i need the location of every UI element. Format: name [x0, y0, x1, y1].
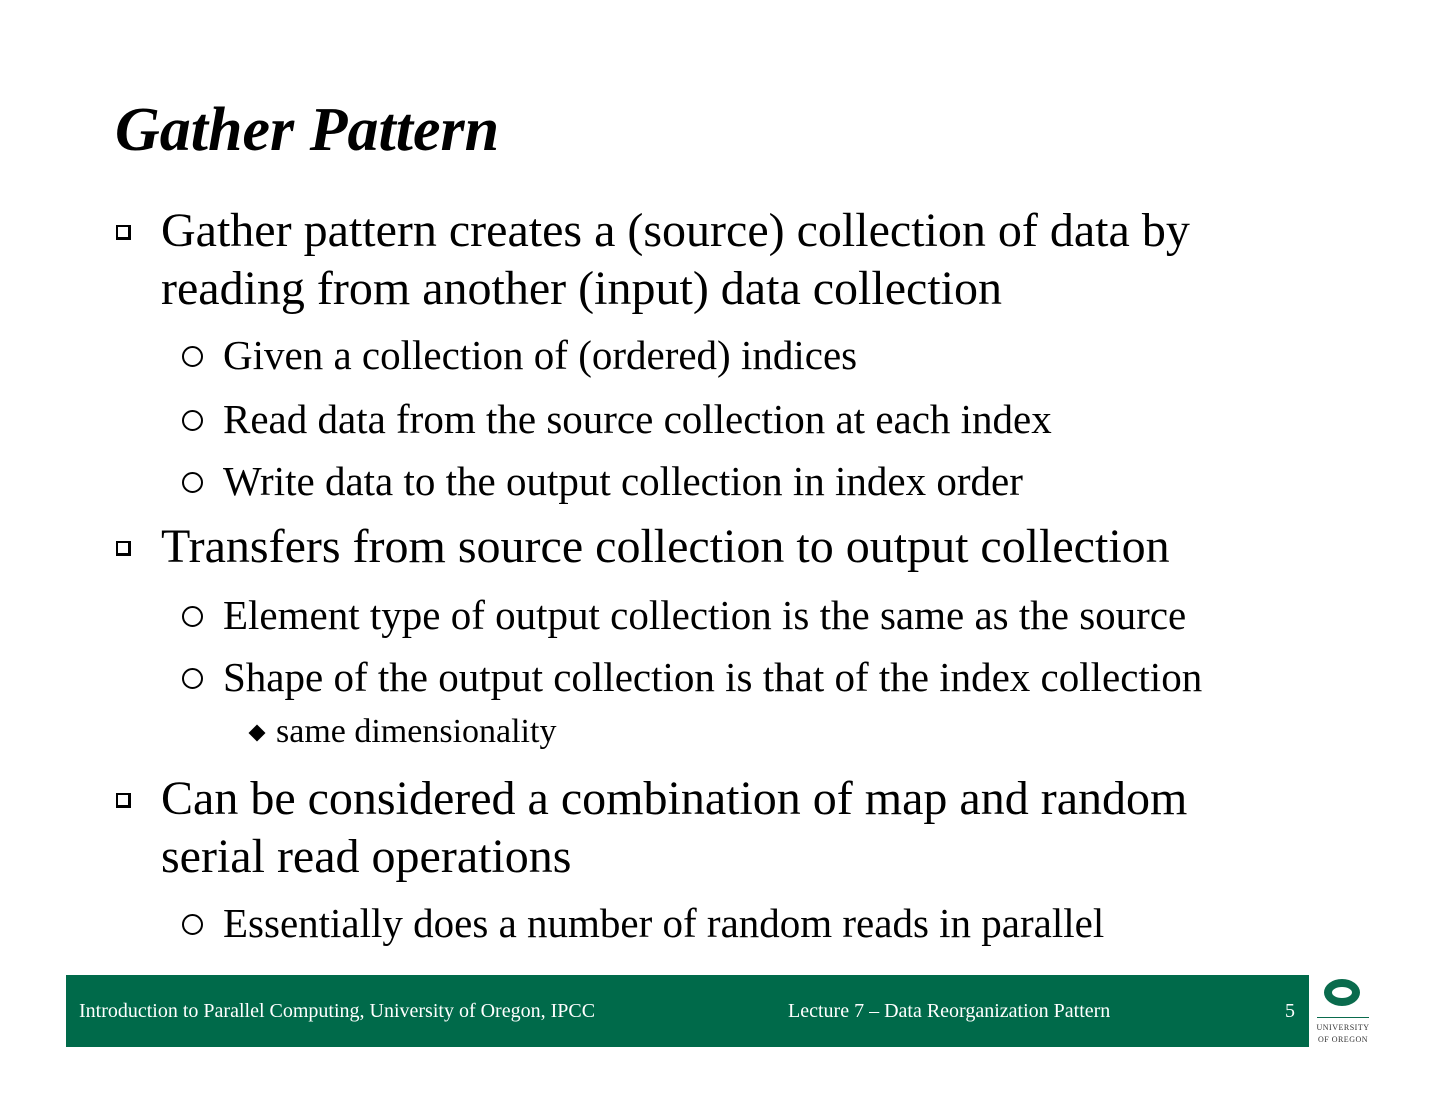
circle-bullet-icon	[182, 668, 203, 689]
bullet-line: Gather pattern creates a (source) collection of data by	[161, 204, 1190, 257]
bullet-item	[223, 456, 1023, 506]
bullet-line: Can be considered a combination of map and random	[161, 772, 1188, 825]
bullet-line: serial read operations	[161, 830, 572, 883]
bullet-line: Given a collection of (ordered) indices	[223, 332, 858, 378]
circle-bullet-icon	[182, 606, 203, 627]
o-mark-icon	[1324, 979, 1360, 1006]
bullet-line: Write data to the output collection in index order	[223, 458, 1023, 504]
bullet-line: same dimensionality	[276, 713, 557, 750]
footer-course: Introduction to Parallel Computing, University of Oregon, IPCC	[79, 1000, 596, 1022]
bullet-item	[223, 898, 1104, 948]
diamond-bullet-icon	[249, 725, 266, 742]
bullet-line: Transfers from source collection to output collection	[161, 520, 1170, 573]
circle-bullet-icon	[182, 346, 203, 367]
circle-bullet-icon	[182, 472, 203, 493]
bullet-line: Read data from the source collection at each index	[223, 396, 1052, 442]
square-bullet-icon	[116, 225, 131, 240]
bullet-item	[223, 330, 857, 380]
logo-line-1: UNIVERSITY	[1316, 1023, 1370, 1032]
bullet-item	[161, 202, 1190, 318]
bullet-item	[223, 394, 1052, 444]
logo-line-2: OF OREGON	[1317, 1035, 1369, 1044]
bullet-line: Shape of the output collection is that of the index collection	[223, 654, 1203, 700]
circle-bullet-icon	[182, 410, 203, 431]
logo-divider	[1317, 1017, 1369, 1018]
bullet-line: Element type of output collection is the same as the source	[223, 592, 1187, 638]
bullet-line: Essentially does a number of random reads in parallel	[223, 900, 1105, 946]
slide-footer	[66, 975, 1309, 1047]
university-of-oregon-logo-icon	[1312, 975, 1374, 1047]
bullet-item	[276, 711, 556, 753]
square-bullet-icon	[116, 541, 131, 556]
slide-title: Gather Pattern	[115, 96, 500, 164]
circle-bullet-icon	[182, 914, 203, 935]
bullet-item	[161, 518, 1170, 576]
bullet-item	[223, 652, 1202, 702]
footer-lecture: Lecture 7 – Data Reorganization Pattern	[788, 1000, 1111, 1022]
bullet-item	[223, 590, 1186, 640]
bullet-line: reading from another (input) data collection	[161, 262, 1003, 315]
bullet-item	[161, 770, 1187, 886]
page-number: 5	[1285, 1000, 1295, 1022]
square-bullet-icon	[116, 793, 131, 808]
logo-wordmark	[1312, 1022, 1374, 1046]
